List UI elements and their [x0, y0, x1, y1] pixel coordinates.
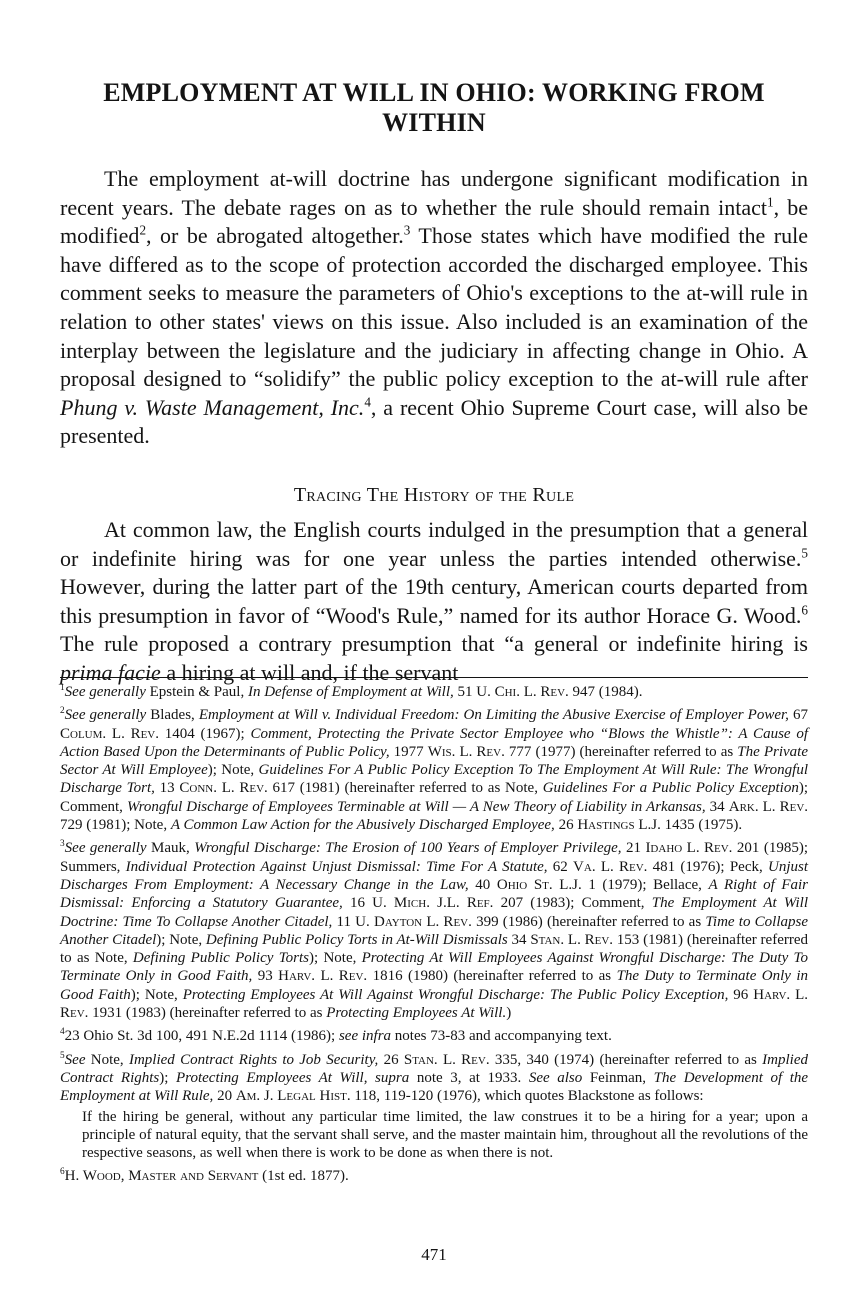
signal: See generally — [64, 840, 147, 857]
citation-title: Protecting At Will Employees Against Wrongful Discharge: The Duty To Terminate Only in Good Faith, — [60, 950, 808, 985]
signal: See generally — [64, 707, 147, 724]
text-run: 11 U. — [332, 913, 374, 930]
text-run: 34 — [507, 931, 531, 948]
page — [60, 0, 808, 1298]
footnote-4 — [60, 1027, 808, 1045]
case-name: Phung v. Waste Management, Inc. — [60, 394, 365, 420]
text-run: a hiring at will and, if the servant — [160, 659, 459, 685]
text-run: 947 (1984). — [568, 684, 643, 700]
text-run: 1977 — [389, 743, 428, 760]
journal-name: Colum. L. Rev. — [60, 725, 159, 742]
text-run: 26 — [378, 1051, 404, 1068]
text-run: L.J. 1435 (1975). — [634, 817, 743, 834]
citation-title: The Employment At Will Doctrine: Time To Collapse Another Citadel, — [60, 895, 808, 930]
journal-name: Chi. L. Rev. — [494, 684, 569, 700]
text-run: 617 (1981) (hereinafter referred to as Note, — [267, 780, 543, 797]
footnote-number: 6 — [60, 1167, 65, 1178]
journal-name: Conn. L. Rev. — [179, 780, 268, 797]
journal-name: Va. L. Rev. — [573, 858, 648, 875]
text-run: 729 (1981); Note, — [60, 817, 171, 834]
citation-title: Comment, Protecting the Private Sector Employee who “Blows the Whistle”: A Cause of Action Based Upon the Determinants of Public Policy, — [60, 725, 808, 760]
citation-title: Wrongful Discharge of Employees Terminable at Will — A New Theory of Liability in Arkansas, — [126, 798, 706, 815]
text-run: 62 — [547, 858, 574, 875]
text-run: (1st ed. 1877). — [258, 1168, 349, 1185]
journal-name: Ark. L. Rev. — [728, 798, 809, 815]
text-run: ); Comment, — [60, 780, 809, 815]
citation-title: The Duty to Terminate Only in Good Faith — [60, 968, 809, 1003]
citation-title: Individual Protection Against Unjust Dismissal: Time For A Statute, — [125, 858, 548, 875]
text-run: notes 73-83 and accompanying text. — [391, 1028, 612, 1045]
text-run: L.J. 1 (1979); Bellace, — [552, 876, 709, 893]
citation-title: Protecting Employees At Will. — [326, 1005, 507, 1022]
text-run: 67 — [788, 707, 808, 724]
text-run: 1816 (1980) (hereinafter referred to as — [367, 968, 617, 985]
signal: see infra — [338, 1028, 392, 1045]
citation-title: A Common Law Action for the Abusively Discharged Employee, — [170, 817, 555, 834]
text-run: 16 U. — [342, 895, 394, 912]
citation-title: The Private Sector At Will Employee — [60, 743, 809, 779]
citation-title: A Right of Fair Dismissal: Enforcing a Statutory Guarantee, — [60, 876, 808, 912]
text-run: 1404 (1967); — [159, 725, 251, 742]
footnote-ref[interactable]: 5 — [801, 545, 808, 561]
footnote-5 — [60, 1051, 808, 1106]
text-run: 207 (1983); Comment, — [493, 895, 652, 912]
text-run: The employment at-will doctrine has undergone significant modification in recent years. The debate rages on as to whether the rule should remain intact — [60, 166, 808, 220]
text-run: Mauk, — [146, 840, 195, 857]
citation-title: In Defense of Employment at Will, — [247, 684, 454, 700]
text-run: 153 (1981) (hereinafter referred to as Note, — [60, 931, 809, 967]
footnotes — [60, 683, 808, 1191]
journal-name: Harv. L. Rev. — [60, 986, 808, 1022]
footnote-6 — [60, 1167, 808, 1185]
signal: See generally — [64, 684, 146, 700]
blackstone-quote: If the hiring be general, without any particular time limited, the law construes it to be a hiring for a year; upon a principle of natural equity, that the servant shall serve, and the master maintain him, throughout all the revolutions of the respective seasons, as well when there is work to be done as when there is not. — [82, 1108, 808, 1162]
footnote-number: 3 — [60, 839, 65, 850]
text-run: J.L. — [429, 895, 467, 912]
text-run: 399 (1986) (hereinafter referred to as — [471, 913, 706, 930]
text-run: ); Note, — [309, 950, 362, 967]
text-run: 34 — [705, 798, 729, 815]
text-run: 26 — [554, 817, 578, 834]
history-paragraph — [60, 516, 808, 688]
text-run: 21 — [621, 840, 646, 857]
book-title: H. Wood, Master and Servant — [64, 1168, 259, 1185]
journal-name: Am. J. Legal Hist. — [235, 1088, 351, 1105]
citation-title: Wrongful Discharge: The Erosion of 100 Years of Employer Privilege, — [194, 840, 622, 857]
text-run: 1931 (1983) (hereinafter referred to as — [88, 1005, 327, 1022]
footnote-2 — [60, 706, 808, 834]
text-run: 51 U. — [453, 684, 495, 700]
signal: See — [64, 1051, 86, 1068]
text-run: 118, 119-120 (1976), which quotes Blackstone as follows: — [350, 1088, 704, 1105]
citation-title: Protecting Employees At Will, supra — [176, 1069, 410, 1086]
title-line-2: WITHIN — [382, 108, 486, 137]
citation-title: Time to Collapse Another Citadel — [60, 913, 808, 948]
journal-name: Stan. L. Rev. — [403, 1051, 490, 1068]
text-run: The rule proposed a contrary presumption that “a general or indefinite hiring is — [60, 631, 808, 657]
article-title — [60, 78, 808, 138]
journal-name: Mich. — [393, 895, 430, 912]
text-run: 23 Ohio St. 3d 100, 491 N.E.2d 1114 (1986); — [64, 1028, 339, 1045]
journal-name: Idaho L. Rev. — [645, 840, 733, 857]
intro-paragraph — [60, 165, 808, 451]
title-line-1: EMPLOYMENT AT WILL IN OHIO: WORKING FROM — [103, 78, 765, 107]
citation-title: Defining Public Policy Torts — [132, 950, 310, 967]
text-run: note 3, at 1933. — [409, 1069, 529, 1086]
latin-term: prima facie — [60, 659, 161, 685]
journal-name: Hastings — [577, 817, 635, 834]
footnote-number: 1 — [60, 683, 65, 693]
text-run: Those states which have modified the rule have differed as to the scope of protection accorded the discharged employee. This comment seeks to measure the parameters of Ohio's exceptions to the at-will rule in relation to other states' views on this issue. Also included is an examination of the interplay between the legislature and the judiciary in affecting change in Ohio. A proposal designed to “solidify” the public policy exception to the at-will rule after — [60, 223, 809, 392]
citation-title: Guidelines For a Public Policy Exception — [542, 780, 799, 797]
footnote-ref[interactable]: 3 — [403, 222, 411, 238]
citation-title: Guidelines For A Public Policy Exception To The Employment At Will Rule: The Wrongful Discharge Tort, — [60, 762, 808, 797]
text-run: , or be abrogated altogether. — [146, 223, 404, 249]
journal-name: Ref. — [466, 895, 494, 912]
section-heading: Tracing The History of the Rule — [293, 484, 575, 506]
text-run: , be modified — [60, 194, 808, 249]
text-run: ); Note, — [130, 986, 183, 1003]
text-run: Feinman, — [582, 1069, 654, 1086]
citation-title: Implied Contract Rights — [60, 1051, 808, 1086]
signal: See also — [528, 1069, 583, 1086]
text-run: 481 (1976); Peck, — [647, 858, 768, 875]
text-run: Blades, — [146, 707, 199, 724]
journal-name: Stan. L. Rev. — [530, 931, 614, 948]
footnote-number: 5 — [60, 1050, 65, 1061]
footnote-ref[interactable]: 6 — [801, 602, 808, 618]
text-run: 40 — [468, 876, 497, 893]
footnote-ref[interactable]: 2 — [139, 222, 147, 238]
citation-title: Protecting Employees At Will Against Wrongful Discharge: The Public Policy Exception, — [182, 986, 729, 1003]
text-run: 13 — [154, 780, 180, 797]
footnote-number: 4 — [60, 1027, 65, 1038]
footnote-3 — [60, 839, 808, 1022]
citation-title: Employment at Will v. Individual Freedom: On Limiting the Abusive Exercise of Employer Power, — [198, 707, 789, 724]
page-number: 471 — [421, 1245, 447, 1264]
footnote-ref[interactable]: 1 — [767, 194, 774, 210]
journal-name: Wis. L. Rev. — [427, 743, 505, 760]
text-run: ); Note, — [156, 931, 206, 948]
text-run: 93 — [252, 968, 279, 985]
text-run: ) — [506, 1005, 512, 1022]
text-run: ); — [159, 1069, 177, 1086]
text-run: Epstein & Paul, — [145, 684, 248, 700]
footnote-1 — [60, 683, 808, 701]
text-run: 201 (1985); Summers, — [60, 840, 808, 875]
text-run: 96 — [728, 986, 754, 1003]
text-run: 777 (1977) (hereinafter referred to as — [504, 743, 738, 760]
text-run: However, during the latter part of the 19th century, American courts departed from this presumption in favor of “Wood's Rule,” named for its author Horace G. Wood. — [60, 574, 808, 628]
text-run: At common law, the English courts indulged in the presumption that a general or indefinite hiring was for one year unless the parties intended otherwise. — [60, 517, 808, 571]
footnote-number: 2 — [60, 706, 65, 717]
citation-title: Defining Public Policy Torts in At-Will Dismissals — [205, 931, 508, 948]
text-run: ); Note, — [207, 762, 259, 779]
citation-title: Unjust Discharges From Employment: A Necessary Change in the Law, — [60, 858, 808, 893]
citation-title: Implied Contract Rights to Job Security, — [128, 1051, 379, 1068]
journal-name: Ohio St. — [496, 876, 553, 893]
text-run: , a recent Ohio Supreme Court case, will also be presented. — [60, 394, 808, 449]
text-run: 20 — [213, 1088, 236, 1105]
footnote-ref[interactable]: 4 — [364, 394, 371, 410]
footnote-divider — [60, 677, 808, 678]
text-run: 335, 340 (1974) (hereinafter referred to as — [489, 1051, 763, 1068]
text-run: Note, — [85, 1051, 129, 1068]
journal-name: Dayton L. Rev. — [373, 913, 472, 930]
citation-title: The Development of the Employment at Will Rule, — [60, 1069, 809, 1105]
journal-name: Harv. L. Rev. — [278, 968, 368, 985]
